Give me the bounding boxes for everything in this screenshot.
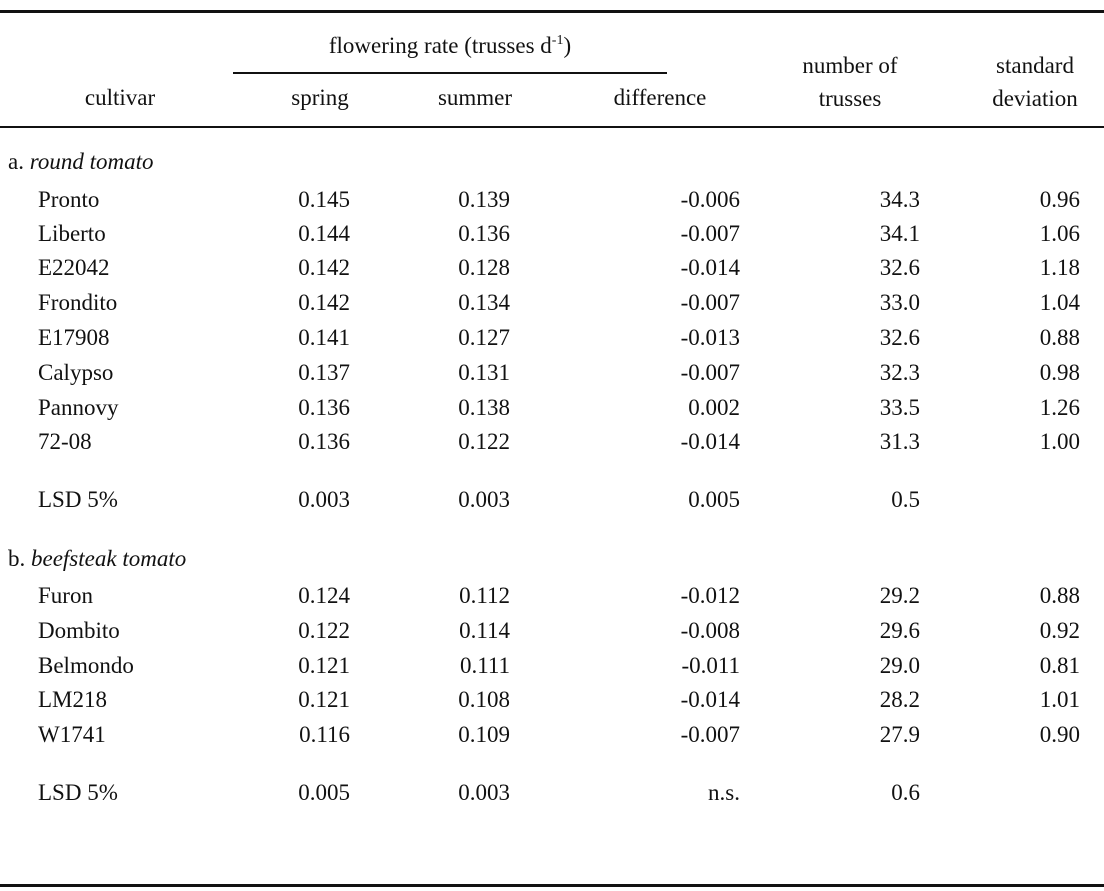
difference-value: -0.014 — [680, 687, 740, 712]
section-prefix: b. — [8, 546, 31, 571]
cultivar-name: W1741 — [38, 722, 106, 747]
spring-value: 0.144 — [298, 221, 350, 246]
summer-value: 0.112 — [459, 583, 510, 608]
lsd-spring: 0.003 — [298, 487, 350, 512]
difference-value: -0.008 — [680, 618, 740, 643]
difference-value: -0.014 — [680, 255, 740, 280]
cultivar-name: Belmondo — [38, 653, 134, 678]
header-bottom-rule — [0, 126, 1104, 128]
spring-value: 0.142 — [298, 255, 350, 280]
spring-value: 0.136 — [298, 429, 350, 454]
trusses-value: 34.3 — [879, 187, 920, 212]
header-trusses: trusses — [818, 86, 882, 111]
sd-value: 1.01 — [1039, 687, 1080, 712]
sd-value: 0.88 — [1039, 325, 1080, 350]
lsd-difference: n.s. — [708, 780, 740, 805]
trusses-value: 33.5 — [879, 395, 920, 420]
lsd-label: LSD 5% — [38, 487, 118, 512]
trusses-value: 29.2 — [879, 583, 920, 608]
summer-value: 0.127 — [458, 325, 510, 350]
summer-value: 0.114 — [459, 618, 510, 643]
section-prefix: a. — [8, 149, 30, 174]
sd-value: 0.90 — [1039, 722, 1080, 747]
sd-value: 1.26 — [1039, 395, 1080, 420]
summer-value: 0.131 — [458, 360, 510, 385]
difference-value: -0.012 — [680, 583, 740, 608]
summer-value: 0.128 — [458, 255, 510, 280]
lsd-spring: 0.005 — [298, 780, 350, 805]
sd-value: 1.06 — [1039, 221, 1080, 246]
header-difference: difference — [613, 85, 707, 110]
difference-value: -0.006 — [680, 187, 740, 212]
difference-value: -0.013 — [680, 325, 740, 350]
difference-value: -0.007 — [680, 722, 740, 747]
section-title: beefsteak tomato — [31, 546, 187, 571]
cultivar-name: Liberto — [38, 221, 106, 246]
trusses-value: 34.1 — [879, 221, 920, 246]
trusses-value: 29.6 — [879, 618, 920, 643]
trusses-value: 33.0 — [879, 290, 920, 315]
header-deviation: deviation — [992, 86, 1078, 111]
lsd-summer: 0.003 — [458, 780, 510, 805]
sd-value: 0.96 — [1039, 187, 1080, 212]
header-summer: summer — [437, 85, 513, 110]
summer-value: 0.136 — [458, 221, 510, 246]
trusses-value: 28.2 — [879, 687, 920, 712]
difference-value: -0.007 — [680, 360, 740, 385]
trusses-value: 32.6 — [879, 325, 920, 350]
summer-value: 0.139 — [458, 187, 510, 212]
trusses-value: 32.6 — [879, 255, 920, 280]
header-number-of: number of — [802, 53, 898, 78]
lsd-trusses: 0.6 — [891, 780, 920, 805]
cultivar-name: Furon — [38, 583, 93, 608]
summer-value: 0.111 — [459, 653, 510, 678]
trusses-value: 32.3 — [879, 360, 920, 385]
sd-value: 0.88 — [1039, 583, 1080, 608]
spring-value: 0.137 — [298, 360, 350, 385]
spring-value: 0.124 — [298, 583, 350, 608]
summer-value: 0.108 — [458, 687, 510, 712]
cultivar-name: E17908 — [38, 325, 110, 350]
section-label — [8, 148, 153, 176]
cultivar-name: Dombito — [38, 618, 120, 643]
sd-value: 1.04 — [1039, 290, 1080, 315]
cultivar-name: Calypso — [38, 360, 114, 385]
sd-value: 0.92 — [1039, 618, 1080, 643]
header-span-rule — [233, 72, 667, 74]
sd-value: 0.81 — [1039, 653, 1080, 678]
summer-value: 0.134 — [458, 290, 510, 315]
cultivar-name: LM218 — [38, 687, 107, 712]
sd-value: 1.18 — [1039, 255, 1080, 280]
cultivar-name: 72-08 — [38, 429, 92, 454]
trusses-value: 29.0 — [879, 653, 920, 678]
lsd-trusses: 0.5 — [891, 487, 920, 512]
cultivar-name: E22042 — [38, 255, 110, 280]
sd-value: 1.00 — [1039, 429, 1080, 454]
header-flowering-rate: flowering rate (trusses $d^{-1}$) — [328, 33, 572, 58]
table-top-rule — [0, 10, 1104, 13]
lsd-label: LSD 5% — [38, 780, 118, 805]
table-bottom-rule — [0, 884, 1104, 887]
cultivar-name: Pronto — [38, 187, 100, 212]
lsd-summer: 0.003 — [458, 487, 510, 512]
difference-value: -0.011 — [681, 653, 740, 678]
cultivar-name: Frondito — [38, 290, 118, 315]
difference-value: 0.002 — [688, 395, 740, 420]
section-title: round tomato — [29, 149, 154, 174]
trusses-value: 27.9 — [879, 722, 920, 747]
section-label — [8, 545, 186, 573]
lsd-difference: 0.005 — [688, 487, 740, 512]
spring-value: 0.121 — [298, 653, 350, 678]
header-spring: spring — [291, 85, 349, 110]
summer-value: 0.138 — [458, 395, 510, 420]
summer-value: 0.122 — [458, 429, 510, 454]
spring-value: 0.141 — [298, 325, 350, 350]
summer-value: 0.109 — [458, 722, 510, 747]
difference-value: -0.007 — [680, 221, 740, 246]
cultivar-name: Pannovy — [38, 395, 119, 420]
difference-value: -0.007 — [680, 290, 740, 315]
spring-value: 0.116 — [299, 722, 350, 747]
difference-value: -0.014 — [680, 429, 740, 454]
sd-value: 0.98 — [1039, 360, 1080, 385]
header-cultivar: cultivar — [84, 85, 156, 110]
spring-value: 0.122 — [298, 618, 350, 643]
spring-value: 0.142 — [298, 290, 350, 315]
header-standard: standard — [996, 53, 1074, 78]
spring-value: 0.136 — [298, 395, 350, 420]
spring-value: 0.121 — [298, 687, 350, 712]
trusses-value: 31.3 — [879, 429, 920, 454]
spring-value: 0.145 — [298, 187, 350, 212]
